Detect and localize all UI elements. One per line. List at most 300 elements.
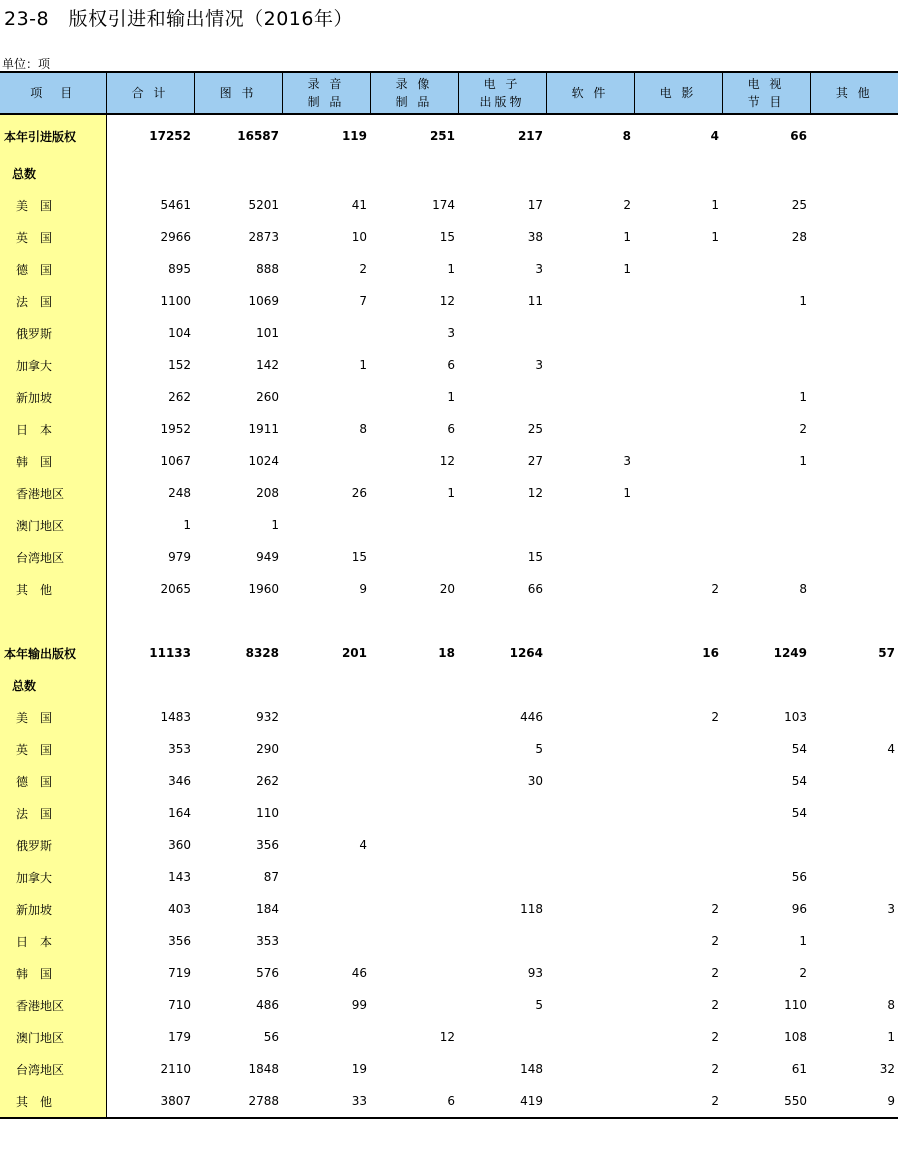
table-cell: 1069 [248, 294, 279, 308]
table-cell: 1911 [248, 422, 279, 436]
table-cell [810, 413, 898, 445]
table-cell: 4 [887, 742, 895, 756]
table-row [0, 285, 898, 317]
table-cell: 5461 [160, 198, 191, 212]
table-cell [282, 733, 370, 765]
table-cell: 103 [784, 710, 807, 724]
table-row [0, 1085, 898, 1118]
table-cell: 1 [799, 390, 807, 404]
table-cell: 419 [458, 1085, 546, 1118]
table-cell: 18 [438, 646, 455, 660]
table-cell: 6 [370, 1085, 458, 1118]
table-cell: 142 [256, 358, 279, 372]
table-cell: 356 [256, 838, 279, 852]
empty-cell [282, 605, 370, 637]
table-row [0, 573, 898, 605]
column-header-line: 其 他 [835, 86, 873, 100]
column-header-line: 电 视 [747, 77, 785, 91]
table-cell: 184 [256, 902, 279, 916]
table-cell: 2 [711, 966, 719, 980]
table-cell: 1 [887, 1030, 895, 1044]
table-cell: 30 [527, 774, 543, 788]
table-cell [634, 733, 722, 765]
table-cell [370, 701, 458, 733]
table-cell: 1264 [509, 646, 543, 660]
table-cell [546, 893, 634, 925]
table-cell: 2788 [194, 1085, 282, 1118]
row-label: 香港地区 [0, 477, 106, 509]
table-cell: 710 [168, 998, 191, 1012]
table-cell: 66 [790, 129, 807, 143]
table-cell [634, 253, 722, 285]
table-cell: 1 [447, 390, 455, 404]
table-cell: 262 [256, 774, 279, 788]
table-cell: 1 [183, 518, 191, 532]
row-label: 美 国 [0, 701, 106, 733]
table-cell [546, 573, 634, 605]
table-cell [282, 925, 370, 957]
table-cell: 6 [447, 358, 455, 372]
table-cell: 290 [256, 742, 279, 756]
table-cell [634, 765, 722, 797]
empty-cell [458, 669, 546, 701]
column-header [722, 72, 810, 114]
table-row [0, 253, 898, 285]
table-row [0, 797, 898, 829]
column-header-line: 图 书 [219, 86, 257, 100]
table-cell: 446 [520, 710, 543, 724]
empty-cell [194, 669, 282, 701]
table-cell: 1 [623, 486, 631, 500]
table-row [0, 957, 898, 989]
table-cell [370, 925, 458, 957]
table-cell: 19 [351, 1062, 367, 1076]
table-row [0, 861, 898, 893]
row-label: 德 国 [0, 765, 106, 797]
table-cell: 4 [710, 129, 719, 143]
row-label: 新加坡 [0, 381, 106, 413]
table-row [0, 445, 898, 477]
table-cell: 2065 [160, 582, 191, 596]
table-cell: 4 [359, 838, 367, 852]
table-row [0, 925, 898, 957]
table-cell: 93 [527, 966, 543, 980]
table-cell: 46 [351, 966, 367, 980]
row-label: 美 国 [0, 189, 106, 221]
table-row [0, 541, 898, 573]
table-cell: 152 [168, 358, 191, 372]
table-cell: 7 [359, 294, 367, 308]
table-cell: 3 [447, 326, 455, 340]
table-cell: 353 [168, 742, 191, 756]
table-cell [370, 957, 458, 989]
table-cell: 1952 [160, 422, 191, 436]
table-cell: 1 [799, 454, 807, 468]
table-cell [810, 381, 898, 413]
table-cell [282, 797, 370, 829]
table-cell [370, 893, 458, 925]
empty-cell [810, 605, 898, 637]
table-cell: 38 [527, 230, 543, 244]
table-cell: 550 [722, 1085, 810, 1118]
table-cell [282, 893, 370, 925]
table-cell: 2 [711, 582, 719, 596]
table-cell [810, 829, 898, 861]
row-label: 台湾地区 [0, 541, 106, 573]
table-cell: 28 [791, 230, 807, 244]
table-cell: 2 [799, 422, 807, 436]
column-header-line: 软 件 [571, 86, 609, 100]
empty-cell [194, 157, 282, 189]
table-cell [282, 317, 370, 349]
table-cell: 1 [711, 230, 719, 244]
table-cell [458, 509, 546, 541]
table-cell: 57 [878, 646, 895, 660]
table-cell: 11133 [149, 646, 191, 660]
table-cell [810, 573, 898, 605]
table-cell: 3 [623, 454, 631, 468]
table-cell: 118 [520, 902, 543, 916]
table-cell: 26 [351, 486, 367, 500]
table-cell: 5 [535, 742, 543, 756]
table-cell: 164 [168, 806, 191, 820]
table-cell [546, 829, 634, 861]
empty-cell [370, 605, 458, 637]
table-cell: 10 [351, 230, 367, 244]
table-cell: 12 [439, 454, 455, 468]
table-cell [546, 349, 634, 381]
table-cell [546, 989, 634, 1021]
table-row [0, 413, 898, 445]
empty-cell [458, 605, 546, 637]
table-cell: 16587 [237, 129, 279, 143]
table-cell [810, 253, 898, 285]
column-header-line: 电 影 [659, 86, 697, 100]
table-cell: 1 [271, 518, 279, 532]
table-cell [546, 541, 634, 573]
section-sub-label: 总数 [0, 669, 106, 701]
table-cell: 9 [359, 582, 367, 596]
table-cell: 1067 [160, 454, 191, 468]
table-cell [722, 317, 810, 349]
table-cell [634, 381, 722, 413]
table-row [0, 989, 898, 1021]
table-cell [546, 733, 634, 765]
table-cell: 1 [623, 262, 631, 276]
table-cell: 576 [256, 966, 279, 980]
table-cell: 101 [256, 326, 279, 340]
column-header [458, 72, 546, 114]
unit-label: 单位：项 [2, 57, 51, 71]
table-cell [546, 637, 634, 669]
row-label: 香港地区 [0, 989, 106, 1021]
table-cell [810, 541, 898, 573]
table-cell [546, 925, 634, 957]
row-label: 法 国 [0, 285, 106, 317]
column-header [106, 72, 194, 114]
table-cell: 99 [351, 998, 367, 1012]
table-cell [370, 1053, 458, 1085]
empty-cell [546, 669, 634, 701]
table-cell: 2 [623, 198, 631, 212]
table-cell [810, 221, 898, 253]
table-cell: 104 [168, 326, 191, 340]
empty-cell [722, 669, 810, 701]
table-row [0, 477, 898, 509]
empty-cell [194, 605, 282, 637]
table-cell [282, 381, 370, 413]
table-cell: 56 [263, 1030, 279, 1044]
table-cell [634, 541, 722, 573]
table-cell [634, 509, 722, 541]
table-cell [546, 413, 634, 445]
table-cell [458, 317, 546, 349]
table-cell [546, 509, 634, 541]
table-row [0, 893, 898, 925]
empty-cell [282, 669, 370, 701]
column-header-line: 制 品 [307, 95, 345, 109]
table-cell [634, 797, 722, 829]
table-cell: 1100 [160, 294, 191, 308]
table-cell [370, 989, 458, 1021]
table-cell: 3 [887, 902, 895, 916]
table-cell: 8 [887, 998, 895, 1012]
table-cell: 486 [256, 998, 279, 1012]
table-row [0, 1021, 898, 1053]
table-cell: 403 [168, 902, 191, 916]
row-label: 韩 国 [0, 957, 106, 989]
table-cell: 32 [879, 1062, 895, 1076]
empty-cell [634, 157, 722, 189]
table-cell: 16 [702, 646, 719, 660]
empty-cell [370, 157, 458, 189]
table-cell [282, 701, 370, 733]
table-cell [546, 701, 634, 733]
table-cell [810, 861, 898, 893]
table-row [0, 701, 898, 733]
table-cell: 1 [359, 358, 367, 372]
table-cell [458, 861, 546, 893]
empty-cell [370, 669, 458, 701]
table-cell [370, 797, 458, 829]
table-cell [634, 445, 722, 477]
table-cell: 15 [527, 550, 543, 564]
table-cell [810, 349, 898, 381]
table-row [0, 765, 898, 797]
row-label: 日 本 [0, 413, 106, 445]
column-header [634, 72, 722, 114]
table-cell [370, 733, 458, 765]
table-cell: 5201 [248, 198, 279, 212]
column-header-line: 合 计 [131, 86, 169, 100]
table-cell: 260 [256, 390, 279, 404]
table-row [0, 189, 898, 221]
table-cell: 949 [256, 550, 279, 564]
table-cell: 201 [341, 646, 367, 660]
table-cell [546, 861, 634, 893]
table-cell [458, 797, 546, 829]
table-cell: 1 [623, 230, 631, 244]
row-label: 加拿大 [0, 349, 106, 381]
empty-cell [722, 605, 810, 637]
table-cell: 54 [791, 806, 807, 820]
row-label: 德 国 [0, 253, 106, 285]
empty-cell [106, 605, 194, 637]
table-cell: 6 [447, 422, 455, 436]
table-cell: 251 [429, 129, 455, 143]
table-cell: 56 [791, 870, 807, 884]
table-cell: 8 [359, 422, 367, 436]
row-label: 新加坡 [0, 893, 106, 925]
table-cell: 179 [168, 1030, 191, 1044]
table-cell: 2 [359, 262, 367, 276]
page-title: 23-8 版权引进和输出情况（2016年） [4, 8, 353, 30]
table-cell [546, 1053, 634, 1085]
table-cell: 217 [517, 129, 543, 143]
table-cell: 8 [622, 129, 631, 143]
row-label: 法 国 [0, 797, 106, 829]
table-cell: 1960 [248, 582, 279, 596]
table-cell: 895 [168, 262, 191, 276]
table-cell: 3 [535, 358, 543, 372]
table-cell [282, 445, 370, 477]
copyright-table [0, 71, 898, 1119]
table-cell: 888 [256, 262, 279, 276]
row-label: 台湾地区 [0, 1053, 106, 1085]
table-cell: 61 [791, 1062, 807, 1076]
table-cell [722, 509, 810, 541]
table-cell: 54 [791, 742, 807, 756]
table-cell [810, 797, 898, 829]
table-cell [810, 114, 898, 157]
table-body [0, 114, 898, 1118]
table-cell [370, 829, 458, 861]
empty-cell [810, 157, 898, 189]
table-header [0, 72, 898, 114]
table-cell [810, 477, 898, 509]
table-cell: 108 [784, 1030, 807, 1044]
table-cell: 2873 [248, 230, 279, 244]
column-header-line: 制 品 [395, 95, 433, 109]
table-cell: 2 [711, 1030, 719, 1044]
table-cell: 12 [439, 294, 455, 308]
column-header-line: 项 目 [30, 86, 76, 100]
table-cell: 143 [168, 870, 191, 884]
empty-cell [634, 605, 722, 637]
empty-cell [722, 157, 810, 189]
row-label: 英 国 [0, 733, 106, 765]
table-cell: 1 [799, 294, 807, 308]
table-cell [370, 509, 458, 541]
column-header-line: 录 像 [395, 77, 433, 91]
table-cell: 96 [791, 902, 807, 916]
table-cell: 17252 [149, 129, 191, 143]
table-cell: 1483 [160, 710, 191, 724]
table-cell [634, 349, 722, 381]
section-spacer [0, 605, 898, 637]
table-cell: 9 [810, 1085, 898, 1118]
table-cell [810, 285, 898, 317]
table-cell [546, 285, 634, 317]
table-cell [546, 317, 634, 349]
table-cell: 8 [799, 582, 807, 596]
empty-cell [546, 605, 634, 637]
table-cell: 110 [256, 806, 279, 820]
table-cell: 1 [447, 262, 455, 276]
table-cell [458, 829, 546, 861]
table-cell: 27 [527, 454, 543, 468]
section-sub-row [0, 157, 898, 189]
table-cell [810, 765, 898, 797]
empty-cell [282, 157, 370, 189]
empty-cell [458, 157, 546, 189]
row-label: 俄罗斯 [0, 317, 106, 349]
table-cell: 41 [351, 198, 367, 212]
table-cell: 87 [263, 870, 279, 884]
table-cell [810, 317, 898, 349]
section-sub-row [0, 669, 898, 701]
table-cell: 719 [168, 966, 191, 980]
table-cell: 1848 [248, 1062, 279, 1076]
table-cell: 66 [527, 582, 543, 596]
column-header [546, 72, 634, 114]
table-cell [546, 765, 634, 797]
table-cell: 5 [535, 998, 543, 1012]
row-label: 其 他 [0, 1085, 106, 1118]
table-cell [458, 381, 546, 413]
table-cell: 353 [256, 934, 279, 948]
table-cell: 262 [168, 390, 191, 404]
table-cell: 119 [341, 129, 367, 143]
table-cell: 2110 [160, 1062, 191, 1076]
table-cell [370, 861, 458, 893]
table-cell [370, 765, 458, 797]
table-cell [722, 349, 810, 381]
empty-cell [106, 669, 194, 701]
column-header-line: 电 子 [483, 77, 521, 91]
table-cell: 8328 [245, 646, 279, 660]
section-name: 本年引进版权 [0, 114, 106, 157]
table-cell: 2 [711, 934, 719, 948]
table-cell [722, 477, 810, 509]
table-cell [810, 701, 898, 733]
spacer-label [0, 605, 106, 637]
table-cell: 356 [168, 934, 191, 948]
table-cell: 2 [711, 902, 719, 916]
table-cell [722, 253, 810, 285]
table-cell: 932 [256, 710, 279, 724]
table-cell [546, 1085, 634, 1118]
empty-cell [546, 157, 634, 189]
table-cell: 3 [535, 262, 543, 276]
table-cell: 148 [520, 1062, 543, 1076]
table-row [0, 317, 898, 349]
column-header [810, 72, 898, 114]
table-cell [810, 509, 898, 541]
table-cell: 360 [168, 838, 191, 852]
table-cell: 2 [711, 1062, 719, 1076]
row-label: 加拿大 [0, 861, 106, 893]
table-cell [282, 861, 370, 893]
table-cell [810, 445, 898, 477]
table-cell: 2 [711, 998, 719, 1012]
table-cell [810, 957, 898, 989]
table-cell: 2 [711, 710, 719, 724]
table-row [0, 221, 898, 253]
column-header [194, 72, 282, 114]
column-header [370, 72, 458, 114]
table-cell: 346 [168, 774, 191, 788]
